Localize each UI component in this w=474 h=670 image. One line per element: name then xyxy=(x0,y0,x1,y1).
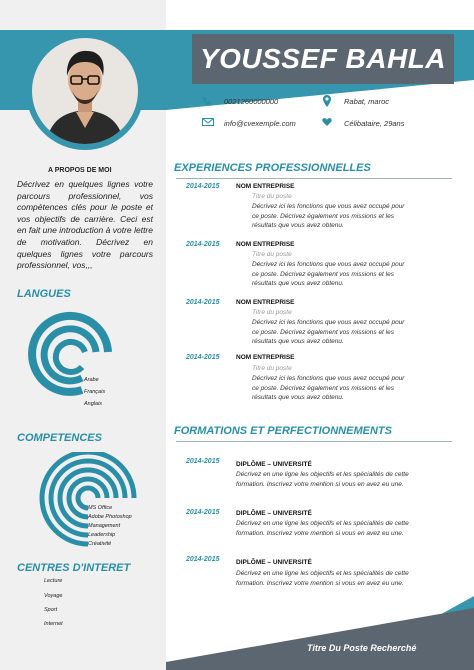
languages-arcs xyxy=(28,308,128,408)
experience-job: Titre du poste xyxy=(252,251,292,258)
experience-company: NOM ENTREPRISE xyxy=(236,299,295,306)
location-text: Rabat, maroc xyxy=(344,97,390,106)
experience-desc-line: ce poste. Décrivez également vos missions et les xyxy=(252,270,394,278)
phone-text: 0021260000000 xyxy=(224,97,279,106)
education-desc-line: formation. Inscrivez votre mention si vous en avez eu une. xyxy=(236,530,404,537)
experience-job: Titre du poste xyxy=(252,365,292,372)
phone-icon xyxy=(202,96,212,106)
education-years: 2014-2015 xyxy=(186,458,220,465)
skill-item: Créativité xyxy=(88,541,112,547)
footer-band xyxy=(0,590,474,670)
footer-job-title: Titre Du Poste Recherché xyxy=(307,643,417,653)
skill-arc-1 xyxy=(42,452,134,544)
experience-desc-line: résultats que vous avez obtenu. xyxy=(252,222,344,229)
education-degree: DIPLÔME – UNIVERSITÉ xyxy=(236,510,312,517)
education-degree: DIPLÔME – UNIVERSITÉ xyxy=(236,461,312,468)
status-text: Célibataire, 29ans xyxy=(344,119,405,128)
education-desc-line: Décrivez en une ligne les objectifs et les spécialités de cette xyxy=(236,471,409,478)
avatar xyxy=(32,38,138,144)
skills-arcs xyxy=(34,452,138,552)
education-desc-line: formation. Inscrivez votre mention si vous en avez eu une. xyxy=(236,580,404,587)
experience-desc-line: résultats que vous avez obtenu. xyxy=(252,338,344,345)
interests-title: CENTRES D'INTERET xyxy=(17,562,131,574)
experience-desc-line: ce poste. Décrivez également vos missions et les xyxy=(252,384,394,392)
experience-desc-line: résultats que vous avez obtenu. xyxy=(252,280,344,287)
education-degree: DIPLÔME – UNIVERSITÉ xyxy=(236,559,312,566)
interest-item: Sport xyxy=(44,607,58,613)
interest-item: Voyage xyxy=(44,593,63,599)
experience-desc-line: résultats que vous avez obtenu. xyxy=(252,394,344,401)
experience-years: 2014-2015 xyxy=(186,354,220,361)
email-text: info@cvexemple.com xyxy=(224,119,296,128)
experience-job: Titre du poste xyxy=(252,193,292,200)
about-text: Décrivez en quelques lignes votre parcours professionnel, vos compétences clés pour le poste et vos objectifs de carrière. Ceci est en fait une introduction à votre lettre de motivation. Décrivez en quelques lignes votre parcours professionnel, vos,,, xyxy=(17,179,153,271)
name-title: YOUSSEF BAHLA xyxy=(192,34,454,84)
skill-item: MS Office xyxy=(88,505,113,511)
about-title: A PROPOS DE MOI xyxy=(48,167,112,174)
experience-desc-line: ce poste. Décrivez également vos missions et les xyxy=(252,212,394,220)
education-title: FORMATIONS ET PERFECTIONNEMENTS xyxy=(174,425,392,437)
skill-item: Leadership xyxy=(88,532,116,538)
email-icon xyxy=(202,117,212,127)
heart-icon xyxy=(322,117,332,127)
experience-underline xyxy=(176,178,452,179)
experience-desc-line: Décrivez ici les fonctions que vous avez occupé pour xyxy=(252,375,405,382)
experience-company: NOM ENTREPRISE xyxy=(236,354,295,361)
skills-title: COMPETENCES xyxy=(17,432,102,444)
language-arc-3 xyxy=(56,342,85,372)
experience-title: EXPERIENCES PROFESSIONNELLES xyxy=(174,162,371,174)
experience-years: 2014-2015 xyxy=(186,241,220,248)
experience-job: Titre du poste xyxy=(252,309,292,316)
interest-item: Internet xyxy=(44,621,63,627)
experience-years: 2014-2015 xyxy=(186,299,220,306)
language-item: Arabe xyxy=(84,377,99,383)
skill-item: Management xyxy=(88,523,121,529)
language-item: Français xyxy=(84,389,106,395)
location-pin-icon xyxy=(322,95,332,105)
education-years: 2014-2015 xyxy=(186,556,220,563)
interest-item: Lecture xyxy=(44,578,63,584)
skill-arc-4 xyxy=(69,479,107,517)
experience-desc-line: Décrivez ici les fonctions que vous avez occupé pour xyxy=(252,261,405,268)
experience-desc-line: Décrivez ici les fonctions que vous avez occupé pour xyxy=(252,319,405,326)
experience-company: NOM ENTREPRISE xyxy=(236,183,295,190)
education-underline xyxy=(176,441,452,442)
experience-company: NOM ENTREPRISE xyxy=(236,241,295,248)
education-years: 2014-2015 xyxy=(186,509,220,516)
language-item: Anglais xyxy=(84,401,103,407)
education-desc-line: Décrivez en une ligne les objectifs et les spécialités de cette xyxy=(236,570,409,577)
education-desc-line: Décrivez en une ligne les objectifs et les spécialités de cette xyxy=(236,520,409,527)
languages-title: LANGUES xyxy=(17,288,71,300)
education-desc-line: formation. Inscrivez votre mention si vous en avez eu une. xyxy=(236,481,404,488)
skill-item: Adobe Photoshop xyxy=(88,514,132,520)
experience-years: 2014-2015 xyxy=(186,183,220,190)
experience-desc-line: ce poste. Décrivez également vos missions et les xyxy=(252,328,394,336)
experience-desc-line: Décrivez ici les fonctions que vous avez occupé pour xyxy=(252,203,405,210)
